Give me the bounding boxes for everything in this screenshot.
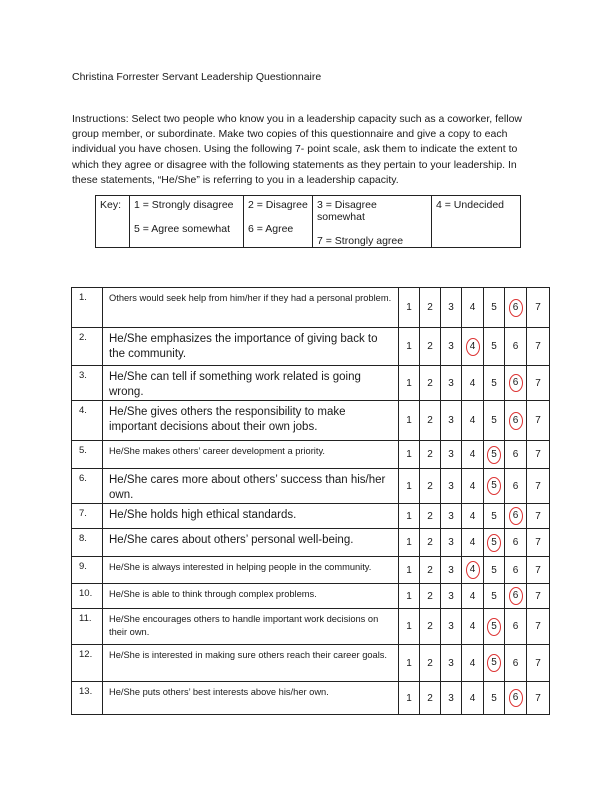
rating-option-4[interactable]: [462, 529, 484, 557]
rating-value: 5: [491, 590, 497, 602]
questionnaire-table: [71, 287, 550, 715]
rating-value: 1: [406, 590, 412, 602]
rating-value: 5: [491, 377, 497, 389]
rating-option-4[interactable]: [462, 401, 484, 441]
rating-value: 7: [535, 415, 541, 426]
rating-option-1[interactable]: [399, 584, 420, 609]
rating-option-6[interactable]: [505, 504, 527, 529]
rating-value: 2: [427, 621, 433, 632]
question-statement: Others would seek help from him/her if they had a personal problem.: [103, 288, 399, 328]
rating-value: 3: [448, 415, 454, 426]
rating-value: 7: [535, 302, 541, 313]
rating-option-2[interactable]: [420, 645, 441, 682]
rating-option-5[interactable]: [484, 288, 505, 328]
rating-option-3[interactable]: [441, 504, 462, 529]
rating-value: 1: [406, 302, 412, 313]
rating-option-5[interactable]: [484, 328, 505, 366]
question-number: 7.: [72, 504, 103, 529]
rating-option-5[interactable]: [484, 645, 505, 682]
rating-option-4[interactable]: [462, 557, 484, 584]
question-row: [72, 609, 550, 645]
rating-option-3[interactable]: [441, 288, 462, 328]
rating-option-6[interactable]: [505, 584, 527, 609]
rating-option-1[interactable]: [399, 504, 420, 529]
rating-option-6[interactable]: [505, 557, 527, 584]
selected-rating-circle: 6: [509, 507, 523, 525]
rating-option-3[interactable]: [441, 469, 462, 504]
rating-value: 7: [535, 480, 541, 492]
rating-value: 3: [448, 692, 454, 704]
rating-value: 3: [448, 537, 454, 548]
rating-option-3[interactable]: [441, 645, 462, 682]
rating-value: 7: [535, 692, 541, 704]
question-statement: He/She is interested in making sure others reach their career goals.: [103, 645, 399, 682]
rating-value: 1: [406, 480, 412, 492]
rating-option-4[interactable]: [462, 682, 484, 715]
question-number: 13.: [72, 682, 103, 715]
question-statement: He/She puts others’ best interests above his/her own.: [103, 682, 399, 715]
rating-option-6[interactable]: [505, 529, 527, 557]
rating-value: 4: [469, 621, 476, 632]
rating-value: 3: [448, 621, 454, 632]
question-number: 3.: [72, 366, 103, 401]
rating-value: 2: [427, 692, 433, 704]
question-row: [72, 645, 550, 682]
rating-option-2[interactable]: [420, 288, 441, 328]
question-number: 9.: [72, 557, 103, 584]
rating-value: 7: [535, 377, 541, 389]
rating-value: 1: [406, 564, 412, 576]
rating-option-7[interactable]: [527, 288, 550, 328]
rating-option-3[interactable]: [441, 441, 462, 469]
rating-value: 4: [469, 480, 476, 492]
rating-option-7[interactable]: [527, 609, 550, 645]
rating-value: 4: [469, 449, 476, 460]
rating-option-3[interactable]: [441, 682, 462, 715]
rating-value: 1: [406, 621, 412, 632]
rating-option-2[interactable]: [420, 366, 441, 401]
rating-value: 3: [448, 449, 454, 460]
rating-value: 1: [406, 377, 412, 389]
rating-value: 6: [512, 657, 519, 669]
rating-option-1[interactable]: [399, 441, 420, 469]
question-row: [72, 469, 550, 504]
rating-value: 1: [406, 341, 412, 352]
question-row: [72, 504, 550, 529]
rating-option-3[interactable]: [441, 557, 462, 584]
question-number: 5.: [72, 441, 103, 469]
rating-value: 3: [448, 564, 454, 576]
rating-option-1[interactable]: [399, 529, 420, 557]
rating-value: 5: [491, 341, 497, 352]
selected-rating-circle: 5: [487, 618, 501, 636]
rating-option-5[interactable]: [484, 529, 505, 557]
rating-option-3[interactable]: [441, 584, 462, 609]
key-table: [95, 195, 521, 248]
rating-option-4[interactable]: [462, 584, 484, 609]
rating-option-2[interactable]: [420, 328, 441, 366]
rating-option-5[interactable]: [484, 401, 505, 441]
question-row: [72, 288, 550, 328]
rating-value: 5: [491, 510, 497, 522]
question-number: 1.: [72, 288, 103, 328]
question-number: 8.: [72, 529, 103, 557]
rating-option-6[interactable]: [505, 401, 527, 441]
rating-option-5[interactable]: [484, 469, 505, 504]
rating-option-3[interactable]: [441, 609, 462, 645]
rating-option-4[interactable]: [462, 441, 484, 469]
rating-value: 7: [535, 564, 541, 576]
question-row: [72, 529, 550, 557]
question-statement: He/She makes others’ career development a priority.: [103, 441, 399, 469]
rating-option-1[interactable]: [399, 645, 420, 682]
rating-option-1[interactable]: [399, 609, 420, 645]
question-row: [72, 584, 550, 609]
rating-value: 4: [469, 537, 476, 548]
selected-rating-circle: 6: [509, 587, 523, 605]
rating-option-1[interactable]: [399, 557, 420, 584]
key-scale-3: 3 = Disagree somewhat: [317, 199, 377, 223]
rating-value: 4: [469, 302, 476, 313]
rating-option-5[interactable]: [484, 557, 505, 584]
rating-value: 5: [491, 415, 497, 426]
rating-option-2[interactable]: [420, 682, 441, 715]
question-statement: He/She is always interested in helping people in the community.: [103, 557, 399, 584]
key-label: Key:: [96, 196, 130, 248]
rating-option-6[interactable]: [505, 645, 527, 682]
rating-value: 6: [512, 621, 519, 632]
rating-option-2[interactable]: [420, 529, 441, 557]
rating-option-6[interactable]: [505, 469, 527, 504]
question-row: [72, 682, 550, 715]
rating-option-2[interactable]: [420, 401, 441, 441]
rating-option-2[interactable]: [420, 441, 441, 469]
rating-option-2[interactable]: [420, 609, 441, 645]
rating-value: 2: [427, 341, 433, 352]
rating-value: 1: [406, 692, 412, 704]
rating-option-7[interactable]: [527, 584, 550, 609]
rating-value: 1: [406, 449, 412, 460]
rating-option-6[interactable]: [505, 609, 527, 645]
question-number: 10.: [72, 584, 103, 609]
rating-value: 7: [535, 621, 541, 632]
rating-option-6[interactable]: [505, 441, 527, 469]
rating-value: 2: [427, 590, 433, 602]
selected-rating-circle: 5: [487, 654, 501, 672]
rating-option-3[interactable]: [441, 401, 462, 441]
rating-option-5[interactable]: [484, 504, 505, 529]
rating-option-7[interactable]: [527, 504, 550, 529]
question-number: 4.: [72, 401, 103, 441]
selected-rating-circle: 6: [509, 374, 523, 392]
question-statement: He/She is able to think through complex problems.: [103, 584, 399, 609]
rating-value: 2: [427, 377, 433, 389]
rating-option-1[interactable]: [399, 682, 420, 715]
rating-value: 7: [535, 537, 541, 548]
rating-option-2[interactable]: [420, 557, 441, 584]
rating-value: 2: [427, 415, 433, 426]
question-row: [72, 328, 550, 366]
question-statement: He/She emphasizes the importance of giving back to the community.: [103, 328, 399, 366]
rating-option-3[interactable]: [441, 366, 462, 401]
document-title: Christina Forrester Servant Leadership Questionnaire: [72, 71, 322, 83]
rating-option-4[interactable]: [462, 504, 484, 529]
rating-option-6[interactable]: [505, 288, 527, 328]
rating-option-5[interactable]: [484, 366, 505, 401]
rating-value: 4: [469, 510, 476, 522]
rating-value: 7: [535, 590, 541, 602]
rating-value: 4: [469, 377, 476, 389]
rating-value: 3: [448, 377, 454, 389]
rating-option-3[interactable]: [441, 328, 462, 366]
rating-option-5[interactable]: [484, 441, 505, 469]
question-row: [72, 401, 550, 441]
rating-value: 3: [448, 510, 454, 522]
rating-option-1[interactable]: [399, 288, 420, 328]
rating-value: 6: [512, 341, 519, 352]
rating-option-7[interactable]: [527, 441, 550, 469]
question-number: 2.: [72, 328, 103, 366]
rating-value: 2: [427, 480, 433, 492]
rating-option-4[interactable]: [462, 609, 484, 645]
question-row: [72, 557, 550, 584]
rating-option-1[interactable]: [399, 469, 420, 504]
selected-rating-circle: 6: [509, 299, 523, 317]
rating-value: 7: [535, 657, 541, 669]
question-number: 6.: [72, 469, 103, 504]
rating-option-1[interactable]: [399, 401, 420, 441]
rating-option-4[interactable]: [462, 328, 484, 366]
rating-value: 4: [469, 692, 476, 704]
selected-rating-circle: 4: [466, 338, 480, 356]
rating-option-7[interactable]: [527, 328, 550, 366]
rating-value: 3: [448, 302, 454, 313]
rating-value: 5: [491, 692, 497, 704]
rating-option-7[interactable]: [527, 366, 550, 401]
selected-rating-circle: 6: [509, 689, 523, 707]
rating-value: 2: [427, 510, 433, 522]
rating-option-7[interactable]: [527, 401, 550, 441]
rating-value: 4: [469, 657, 476, 669]
rating-value: 1: [406, 415, 412, 426]
rating-value: 1: [406, 657, 412, 669]
rating-value: 2: [427, 564, 433, 576]
key-scale-1: 1 = Strongly disagree: [134, 199, 234, 211]
rating-option-6[interactable]: [505, 682, 527, 715]
rating-value: 4: [469, 590, 476, 602]
selected-rating-circle: 4: [466, 561, 480, 579]
question-statement: He/She gives others the responsibility to make important decisions about their own jobs.: [103, 401, 399, 441]
rating-option-7[interactable]: [527, 529, 550, 557]
rating-option-2[interactable]: [420, 469, 441, 504]
rating-value: 5: [491, 302, 497, 313]
rating-option-5[interactable]: [484, 584, 505, 609]
rating-value: 1: [406, 537, 412, 548]
rating-value: 7: [535, 449, 541, 460]
key-scale-4: 4 = Undecided: [436, 199, 505, 211]
instructions-text: Instructions: Select two people who know you in a leadership capacity such as a coworker, fellow group member, or subordinate. Make two copies of this questionnaire and give a copy to each individual you have chosen. Using the following 7- point scale, ask them to indicate the extent to which they agree or disagree with the following statements as they pertain to your leadership. In these statements, “He/She” is referring to you in a leadership capacity.: [72, 113, 522, 186]
rating-option-4[interactable]: [462, 469, 484, 504]
rating-option-5[interactable]: [484, 609, 505, 645]
rating-value: 2: [427, 657, 433, 669]
question-number: 12.: [72, 645, 103, 682]
rating-option-5[interactable]: [484, 682, 505, 715]
question-statement: He/She encourages others to handle important work decisions on their own.: [103, 609, 399, 645]
rating-value: 3: [448, 341, 454, 352]
rating-option-3[interactable]: [441, 529, 462, 557]
question-statement: He/She can tell if something work related is going wrong.: [103, 366, 399, 401]
rating-option-1[interactable]: [399, 366, 420, 401]
question-row: [72, 441, 550, 469]
rating-value: 5: [491, 564, 497, 576]
rating-option-7[interactable]: [527, 682, 550, 715]
rating-value: 7: [535, 510, 541, 522]
rating-option-4[interactable]: [462, 288, 484, 328]
key-scale-6: 6 = Agree: [248, 223, 294, 235]
rating-option-6[interactable]: [505, 328, 527, 366]
rating-value: 2: [427, 537, 433, 548]
rating-value: 6: [512, 564, 519, 576]
key-scale-2: 2 = Disagree: [248, 199, 308, 211]
question-statement: He/She cares about others’ personal well-being.: [103, 529, 399, 557]
rating-value: 3: [448, 480, 454, 492]
question-number: 11.: [72, 609, 103, 645]
rating-value: 1: [406, 510, 412, 522]
rating-option-2[interactable]: [420, 584, 441, 609]
question-statement: He/She cares more about others’ success than his/her own.: [103, 469, 399, 504]
rating-option-4[interactable]: [462, 366, 484, 401]
selected-rating-circle: 5: [487, 477, 501, 495]
rating-value: 7: [535, 341, 541, 352]
rating-value: 3: [448, 590, 454, 602]
rating-value: 6: [512, 537, 519, 548]
rating-option-2[interactable]: [420, 504, 441, 529]
rating-option-7[interactable]: [527, 469, 550, 504]
selected-rating-circle: 5: [487, 534, 501, 552]
key-scale-5: 5 = Agree somewhat: [134, 223, 231, 235]
rating-value: 4: [469, 415, 476, 426]
question-row: [72, 366, 550, 401]
key-scale-7: 7 = Strongly agree: [317, 235, 404, 247]
rating-option-4[interactable]: [462, 645, 484, 682]
rating-value: 3: [448, 657, 454, 669]
rating-option-1[interactable]: [399, 328, 420, 366]
rating-option-6[interactable]: [505, 366, 527, 401]
selected-rating-circle: 6: [509, 412, 523, 430]
selected-rating-circle: 5: [487, 446, 501, 464]
rating-value: 2: [427, 449, 433, 460]
rating-value: 6: [512, 480, 519, 492]
rating-value: 6: [512, 449, 519, 460]
question-statement: He/She holds high ethical standards.: [103, 504, 399, 529]
rating-value: 2: [427, 302, 433, 313]
rating-option-7[interactable]: [527, 645, 550, 682]
rating-option-7[interactable]: [527, 557, 550, 584]
